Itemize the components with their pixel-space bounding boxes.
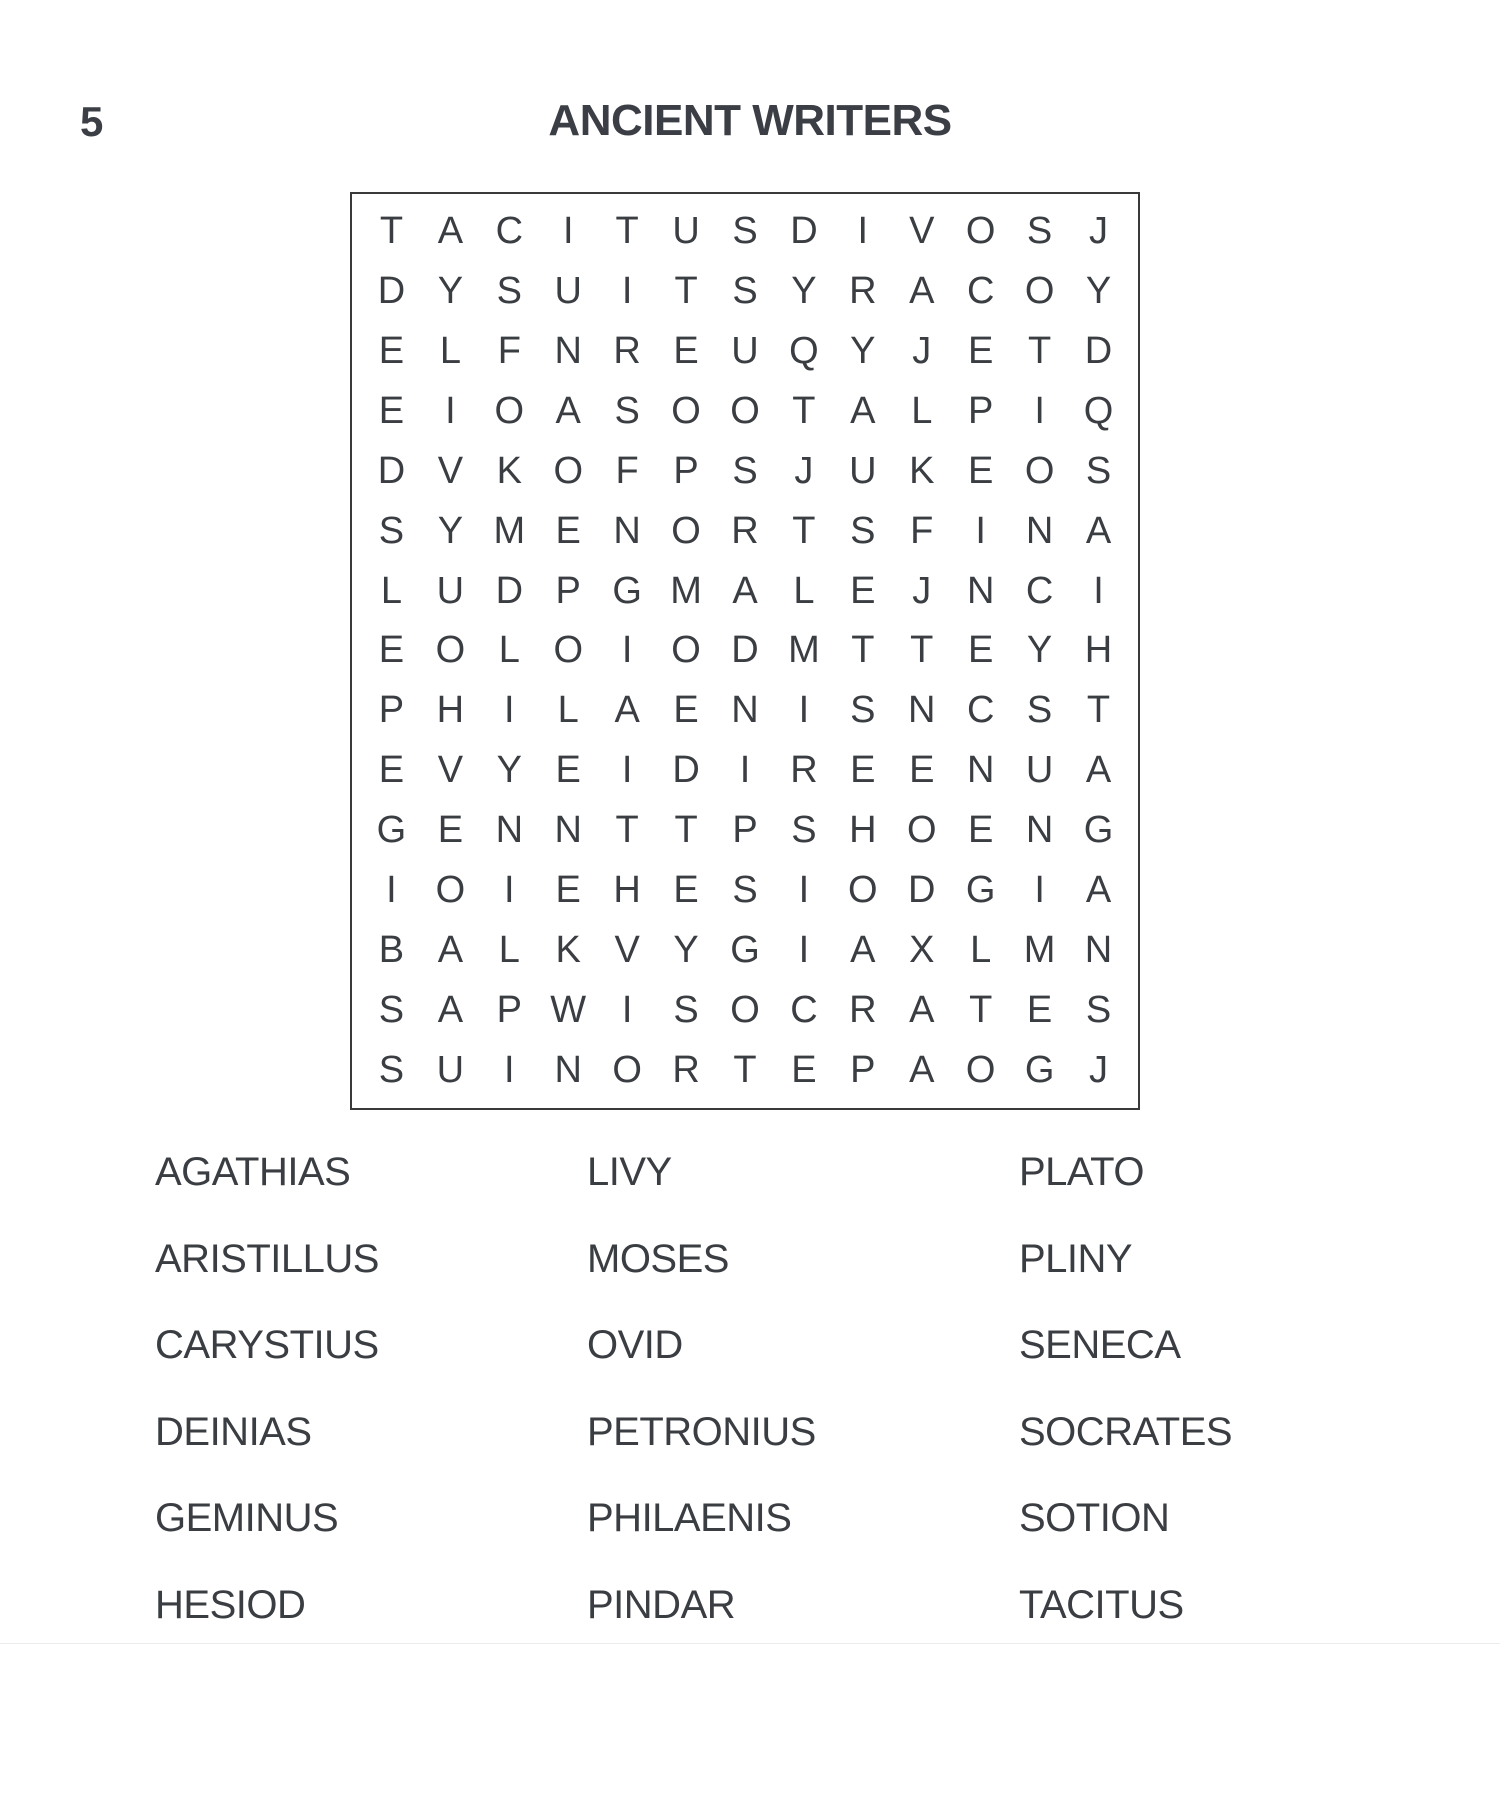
grid-cell[interactable]: Y	[437, 270, 464, 313]
grid-cell[interactable]: I	[504, 868, 515, 911]
grid-cell[interactable]: K	[555, 928, 581, 971]
grid-cell[interactable]: O	[965, 210, 996, 253]
grid-cell[interactable]: G	[376, 809, 407, 852]
grid-cell[interactable]: A	[850, 928, 876, 971]
grid-cell[interactable]: O	[730, 390, 760, 433]
grid-cell[interactable]: N	[554, 809, 582, 852]
grid-cell[interactable]: N	[495, 809, 524, 852]
grid-cell[interactable]: T	[1086, 689, 1111, 732]
word-list-item: SOTION	[1019, 1496, 1170, 1540]
grid-cell[interactable]: O	[494, 390, 525, 433]
grid-cell[interactable]: O	[671, 509, 701, 552]
grid-cell[interactable]: T	[792, 390, 816, 433]
grid-cell[interactable]: G	[612, 569, 642, 612]
grid-cell[interactable]: K	[909, 449, 935, 492]
grid-cell[interactable]: D	[908, 868, 936, 911]
grid-cell[interactable]: T	[615, 809, 639, 852]
grid-cell[interactable]: D	[495, 569, 524, 612]
letter-grid	[362, 202, 1128, 1100]
grid-cell[interactable]: U	[672, 210, 700, 253]
grid-cell[interactable]: A	[555, 390, 581, 433]
grid-cell[interactable]: Y	[1026, 629, 1053, 672]
grid-cell[interactable]: T	[379, 210, 404, 253]
page-divider	[0, 1643, 1500, 1644]
grid-cell[interactable]: I	[798, 689, 810, 732]
grid-cell[interactable]: M	[788, 629, 820, 672]
grid-cell[interactable]: S	[1085, 988, 1112, 1031]
grid-cell[interactable]: I	[798, 868, 810, 911]
word-list-item: OVID	[587, 1323, 683, 1367]
grid-cell[interactable]: A	[1085, 509, 1112, 552]
grid-cell[interactable]: U	[1025, 749, 1054, 792]
grid-cell[interactable]: O	[730, 988, 760, 1031]
grid-cell[interactable]: E	[437, 809, 464, 852]
grid-cell[interactable]: F	[910, 509, 934, 552]
grid-cell[interactable]: O	[1024, 270, 1055, 313]
page-number: 5	[80, 98, 104, 145]
grid-cell[interactable]: T	[733, 1048, 757, 1091]
grid-cell[interactable]: T	[851, 629, 875, 672]
grid-cell[interactable]: Y	[850, 330, 876, 373]
grid-cell[interactable]: K	[496, 449, 522, 492]
grid-cell[interactable]: H	[849, 809, 877, 852]
grid-cell[interactable]: T	[674, 270, 698, 313]
grid-cell[interactable]: A	[437, 928, 464, 971]
grid-cell[interactable]: E	[968, 330, 994, 373]
grid-cell[interactable]: T	[1027, 330, 1052, 373]
grid-cell[interactable]: T	[674, 809, 698, 852]
grid-cell[interactable]: I	[621, 270, 633, 313]
grid-cell[interactable]: T	[969, 988, 993, 1031]
grid-cell[interactable]: T	[615, 210, 639, 253]
grid-cell[interactable]: O	[435, 629, 466, 672]
grid-cell[interactable]: I	[798, 928, 810, 971]
grid-cell[interactable]: L	[557, 689, 579, 732]
letter-grid-frame	[350, 192, 1140, 1110]
grid-cell[interactable]: I	[1034, 868, 1045, 911]
grid-cell[interactable]: I	[504, 689, 515, 732]
grid-cell[interactable]: G	[965, 868, 996, 911]
grid-cell[interactable]: E	[378, 390, 405, 433]
grid-cell[interactable]: S	[1026, 689, 1053, 732]
grid-cell[interactable]: E	[673, 689, 699, 732]
grid-cell[interactable]: P	[496, 988, 522, 1031]
grid-cell[interactable]: S	[378, 988, 405, 1031]
grid-cell[interactable]: O	[1024, 449, 1055, 492]
word-list	[155, 1150, 1335, 1669]
grid-cell[interactable]: J	[1089, 210, 1109, 253]
grid-cell[interactable]: E	[968, 449, 994, 492]
grid-cell[interactable]: P	[555, 569, 581, 612]
word-list-item: SOCRATES	[1019, 1409, 1233, 1454]
word-list-item: TACITUS	[1019, 1582, 1184, 1627]
grid-cell[interactable]: E	[968, 629, 994, 672]
grid-cell[interactable]: O	[848, 868, 878, 911]
grid-cell[interactable]: O	[435, 868, 466, 911]
grid-cell[interactable]: S	[614, 390, 640, 433]
grid-cell[interactable]: N	[554, 330, 582, 373]
grid-cell[interactable]: I	[621, 629, 633, 672]
word-list-item: SENECA	[1019, 1323, 1181, 1367]
grid-cell[interactable]: R	[731, 509, 759, 552]
word-list-item: DEINIAS	[155, 1409, 312, 1454]
grid-cell[interactable]: D	[731, 629, 759, 672]
word-list-item: PETRONIUS	[587, 1409, 816, 1454]
grid-cell[interactable]: Y	[673, 928, 699, 971]
grid-cell[interactable]: C	[966, 689, 995, 732]
grid-cell[interactable]: R	[672, 1048, 700, 1091]
grid-cell[interactable]: E	[850, 569, 876, 612]
grid-cell[interactable]: O	[671, 390, 701, 433]
grid-cell[interactable]: I	[1093, 569, 1104, 612]
grid-cell[interactable]: V	[614, 928, 640, 971]
grid-cell[interactable]: I	[562, 210, 574, 253]
grid-cell[interactable]: L	[380, 569, 403, 612]
grid-cell[interactable]: S	[1026, 210, 1053, 253]
word-list-item: AGATHIAS	[155, 1150, 351, 1194]
grid-cell[interactable]: E	[555, 868, 581, 911]
grid-cell[interactable]: A	[1085, 749, 1112, 792]
grid-cell[interactable]: G	[730, 928, 760, 971]
grid-cell[interactable]: E	[1026, 988, 1053, 1031]
grid-cell[interactable]: A	[909, 1048, 935, 1091]
grid-cell[interactable]: A	[909, 988, 935, 1031]
grid-cell[interactable]: S	[732, 868, 758, 911]
grid-cell[interactable]: T	[910, 629, 934, 672]
grid-cell[interactable]: A	[850, 390, 876, 433]
grid-cell[interactable]: E	[378, 749, 405, 792]
grid-cell[interactable]: G	[1024, 1048, 1055, 1091]
grid-cell[interactable]: S	[1085, 449, 1112, 492]
word-list-item: CARYSTIUS	[155, 1323, 379, 1367]
grid-cell[interactable]: S	[850, 689, 876, 732]
puzzle-title: ANCIENT WRITERS	[548, 96, 952, 145]
grid-cell[interactable]: B	[378, 928, 405, 971]
grid-cell[interactable]: O	[671, 629, 701, 672]
grid-cell[interactable]: A	[732, 569, 758, 612]
grid-cell[interactable]: Y	[437, 509, 464, 552]
grid-cell[interactable]: U	[849, 449, 877, 492]
grid-cell[interactable]: Y	[791, 270, 817, 313]
grid-cell[interactable]: V	[437, 749, 464, 792]
grid-cell[interactable]: J	[912, 330, 932, 373]
grid-cell[interactable]: I	[621, 988, 633, 1031]
grid-cell[interactable]: S	[378, 509, 405, 552]
grid-cell[interactable]: U	[554, 270, 582, 313]
grid-cell[interactable]: H	[1084, 629, 1113, 672]
grid-cell[interactable]: J	[1089, 1048, 1109, 1091]
grid-cell[interactable]: M	[1023, 928, 1056, 971]
grid-cell[interactable]: R	[849, 988, 877, 1031]
grid-cell[interactable]: L	[793, 569, 815, 612]
grid-cell[interactable]: S	[732, 449, 758, 492]
grid-cell[interactable]: D	[790, 210, 818, 253]
grid-cell[interactable]: Q	[1083, 390, 1114, 433]
grid-cell[interactable]: J	[794, 449, 814, 492]
grid-cell[interactable]: X	[909, 928, 935, 971]
grid-cell[interactable]: J	[912, 569, 932, 612]
grid-cell[interactable]: N	[613, 509, 641, 552]
grid-cell[interactable]: H	[436, 689, 465, 732]
grid-cell[interactable]: L	[498, 928, 520, 971]
grid-cell[interactable]: Q	[789, 330, 819, 373]
grid-cell[interactable]: E	[555, 749, 581, 792]
word-list-item: ARISTILLUS	[155, 1236, 379, 1281]
grid-cell[interactable]: D	[377, 270, 406, 313]
grid-cell[interactable]: E	[378, 330, 405, 373]
grid-cell[interactable]: T	[792, 509, 816, 552]
grid-cell[interactable]: L	[970, 928, 992, 971]
grid-cell[interactable]: P	[673, 449, 699, 492]
grid-cell[interactable]: I	[739, 749, 751, 792]
grid-cell[interactable]: I	[445, 390, 456, 433]
grid-cell[interactable]: E	[378, 629, 405, 672]
grid-cell[interactable]: S	[673, 988, 699, 1031]
grid-cell[interactable]: P	[850, 1048, 876, 1091]
grid-cell[interactable]: E	[791, 1048, 817, 1091]
grid-cell[interactable]: N	[554, 1048, 582, 1091]
grid-cell[interactable]: H	[613, 868, 641, 911]
grid-cell[interactable]: M	[670, 569, 702, 612]
grid-cell[interactable]: G	[1083, 809, 1114, 852]
grid-cell[interactable]: A	[1085, 868, 1112, 911]
grid-cell[interactable]: S	[850, 509, 876, 552]
grid-cell[interactable]: I	[1034, 390, 1045, 433]
grid-cell[interactable]: I	[857, 210, 869, 253]
grid-cell[interactable]: S	[378, 1048, 405, 1091]
grid-cell[interactable]: S	[496, 270, 522, 313]
grid-cell[interactable]: I	[975, 509, 986, 552]
grid-cell[interactable]: P	[732, 809, 758, 852]
grid-cell[interactable]: C	[495, 210, 524, 253]
grid-cell[interactable]: A	[614, 689, 640, 732]
grid-cell[interactable]: D	[1084, 330, 1113, 373]
grid-cell[interactable]: E	[555, 509, 581, 552]
word-list-item: MOSES	[587, 1236, 729, 1281]
word-list-item: PLATO	[1019, 1150, 1144, 1194]
grid-cell[interactable]: U	[436, 569, 465, 612]
word-list-item: PHILAENIS	[587, 1496, 792, 1540]
grid-cell[interactable]: I	[621, 749, 633, 792]
grid-cell[interactable]: N	[731, 689, 759, 732]
grid-cell[interactable]: N	[1025, 809, 1054, 852]
grid-cell[interactable]: E	[673, 868, 699, 911]
grid-cell[interactable]: E	[673, 330, 699, 373]
grid-cell[interactable]: L	[498, 629, 520, 672]
grid-cell[interactable]: F	[615, 449, 639, 492]
grid-cell[interactable]: Y	[496, 749, 522, 792]
grid-cell[interactable]: O	[965, 1048, 996, 1091]
grid-cell[interactable]: N	[908, 689, 936, 732]
grid-cell[interactable]: V	[437, 449, 464, 492]
grid-cell[interactable]: P	[968, 390, 994, 433]
grid-cell[interactable]: N	[1084, 928, 1113, 971]
grid-cell[interactable]: L	[911, 390, 933, 433]
grid-cell[interactable]: N	[966, 749, 995, 792]
word-list-item: PLINY	[1019, 1236, 1133, 1281]
word-list-item: HESIOD	[155, 1582, 306, 1627]
grid-cell[interactable]: A	[437, 210, 464, 253]
word-list-item: LIVY	[587, 1150, 672, 1194]
grid-cell[interactable]: R	[790, 749, 818, 792]
grid-cell[interactable]: M	[493, 509, 526, 552]
grid-cell[interactable]: V	[909, 210, 935, 253]
grid-cell[interactable]: U	[436, 1048, 465, 1091]
grid-cell[interactable]: O	[553, 629, 583, 672]
grid-cell[interactable]: O	[612, 1048, 642, 1091]
grid-cell[interactable]: W	[550, 988, 587, 1031]
grid-cell[interactable]: O	[553, 449, 583, 492]
grid-cell[interactable]: A	[909, 270, 935, 313]
grid-cell[interactable]: D	[672, 749, 700, 792]
grid-cell[interactable]: C	[1025, 569, 1054, 612]
grid-cell[interactable]: P	[378, 689, 405, 732]
grid-cell[interactable]: N	[966, 569, 995, 612]
grid-cell[interactable]: S	[732, 210, 758, 253]
grid-cell[interactable]: S	[732, 270, 758, 313]
grid-cell[interactable]: Y	[1085, 270, 1112, 313]
grid-cell[interactable]: E	[909, 749, 935, 792]
grid-cell[interactable]: D	[377, 449, 406, 492]
grid-cell[interactable]: E	[968, 809, 994, 852]
grid-cell[interactable]: A	[437, 988, 464, 1031]
grid-cell[interactable]: E	[850, 749, 876, 792]
grid-cell[interactable]: F	[497, 330, 521, 373]
grid-cell[interactable]: I	[386, 868, 397, 911]
grid-cell[interactable]: R	[613, 330, 641, 373]
grid-cell[interactable]: U	[731, 330, 759, 373]
grid-cell[interactable]: L	[439, 330, 461, 373]
grid-cell[interactable]: R	[849, 270, 877, 313]
word-list-item: GEMINUS	[155, 1496, 339, 1540]
grid-cell[interactable]: I	[504, 1048, 515, 1091]
grid-cell[interactable]: C	[966, 270, 995, 313]
grid-cell[interactable]: O	[906, 809, 937, 852]
grid-cell[interactable]: S	[791, 809, 817, 852]
grid-cell[interactable]: C	[790, 988, 818, 1031]
word-list-item: PINDAR	[587, 1582, 736, 1627]
grid-cell[interactable]: N	[1025, 509, 1054, 552]
